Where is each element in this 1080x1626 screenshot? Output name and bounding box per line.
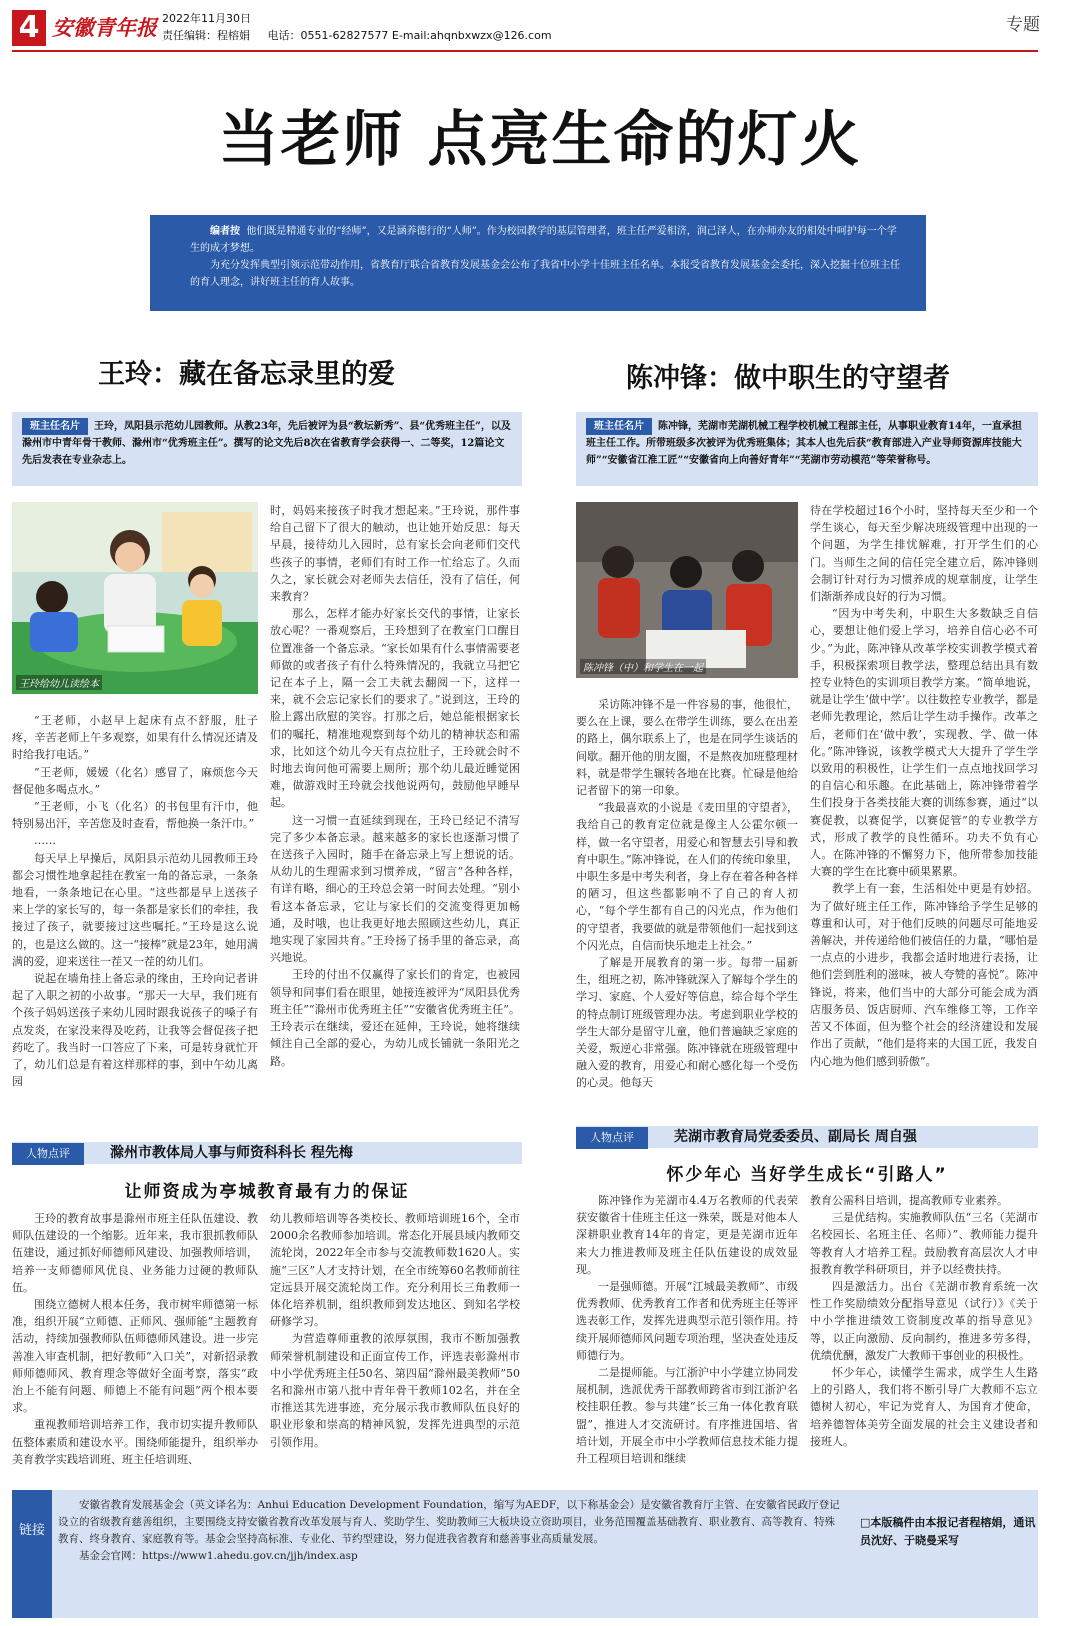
paragraph: 每天早上早操后，凤阳县示范幼儿园教师王玲都会习惯性地拿起挂在教室一角的备忘录，一条条地看，一条条地记在心里。“这些都是早上送孩子来上学的家长写的，每一条都是家长们的牵挂，我接过了孩子，就要接过这些嘱托。”王玲是这么说的，也是这么做的。这一“接棒”就是23年，她用满满的爱，迎来送往一茬又一茬的幼儿们。 — [12, 851, 258, 968]
byline-note: □本版稿件由本报记者程榕娟，通讯员沈好、于晓曼采写 — [860, 1516, 1036, 1547]
masthead-rule — [12, 50, 1038, 52]
paper-name-logo: 安徽青年报 — [52, 15, 157, 40]
left-bio-box — [12, 412, 522, 486]
paragraph: “我最喜欢的小说是《麦田里的守望者》，我给自己的教育定位就是像主人公霍尔顿一样，做一名守望者，用爱心和智慧去引导和教育中职生。”陈冲锋说，在人们的传统印象里，中职生多是中考失利者，身上存在着各种各样的陋习，但这些都影响不了自己的育人初心，“每个学生都有自己的闪光点，作为他们的守望者，我要做的就是带领他们一起找到这个闪光点，自信而快乐地走上社会。” — [576, 801, 798, 952]
paragraph: “王老师，小赵早上起床有点不舒服，肚子疼，辛苦老师上午多观察，如果有什么情况还请及时给我打电话。” — [12, 714, 258, 762]
link-text — [58, 1497, 840, 1565]
link-label: 链接 — [12, 1490, 52, 1618]
left-bio-text: 王玲，凤阳县示范幼儿园教师。从教23年，先后被评为县“教坛新秀”、县“优秀班主任”，以及滁州市中青年骨干教师、滁州市“优秀班主任”。撰写的论文先后8次在省教育学会获得一、二等奖，12篇论文先后发表在专业杂志上。 — [22, 421, 511, 466]
section-label: 专题 — [1006, 15, 1040, 35]
left-article-photo — [12, 502, 258, 694]
paragraph: 围绕立德树人根本任务，我市树牢师德第一标准，组织开展“立师德、正师风、强师能”主题教育活动，持续加强教师队伍师德师风建设。进一步完善准入审查机制，把好教师“入口关”，对新招录教师师德师风、教育理念等做好全面考察，落实“政治上不能有问题、师德上不能有问题”两个根本要求。 — [12, 1298, 258, 1415]
right-bio-box — [576, 412, 1038, 486]
left-photo-caption: 王玲给幼儿读绘本 — [16, 675, 102, 690]
paragraph: 二是提师能。与江浙沪中小学建立协同发展机制，选派优秀干部教师跨省市到江浙沪名校挂职任教。参与共建“长三角一体化教育联盟”，推进人才交流研讨。有序推进国培、省培计划，开展全市中小学教师信息技术能力提升工程项目培训和继续 — [576, 1366, 798, 1466]
left-article-col2 — [270, 502, 520, 1110]
paragraph: 那么，怎样才能办好家长交代的事情，让家长放心呢？一番观察后，王玲想到了在教室门口醒目位置准备一个备忘录。“家长如果有什么事情需要老师做的或者孩子有什么特殊情况的，我就立马把它记在本子上，隔一会工夫就去翻阅一下，这样一来，就不会忘记家长们的要求了。”说到这，王玲的脸上露出欣慰的笑容。打那之后，她总能根据家长们的嘱托，精准地观察到每个幼儿的精神状态和需求，比如这个幼儿今天有点拉肚子，王玲就会时不时地去询问他可需要上厕所；那个幼儿最近睡觉困难，做游戏时王玲就会找他说两句，鼓励他早睡早起。 — [270, 607, 520, 810]
paragraph: 时，妈妈来接孩子时我才想起来。”王玲说，那件事给自己留下了很大的触动，也让她开始反思：每天早晨，接待幼儿入园时，总有家长会向老师们交代些孩子的事情，老师们有时工作一忙给忘了。久而久之，家长就会对老师失去信任，没有了信任，何来教育？ — [270, 504, 520, 604]
paragraph: 教育公需科目培训，提高教师专业素养。 — [810, 1194, 1008, 1207]
paragraph: 王玲的付出不仅赢得了家长们的肯定，也被园领导和同事们看在眼里，她接连被评为“凤阳县优秀班主任”“滁州市优秀班主任”“安徽省优秀班主任”。王玲表示在继续，爱还在延伸，王玲说，她将继续倾注自己全部的爱心，为幼儿成长铺就一条阳光之路。 — [270, 968, 520, 1068]
page-number: 4 — [12, 10, 46, 46]
right-article-title: 陈冲锋：做中职生的守望者 — [626, 363, 950, 394]
teacher-students-illustration — [576, 502, 798, 678]
right-comment-title: 怀少年心 当好学生成长“引路人” — [666, 1165, 948, 1185]
right-bio-text: 陈冲锋，芜湖市芜湖机械工程学校机械工程部主任，从事职业教育14年，一直承担班主任工作。所带班级多次被评为优秀班集体；其本人也先后获“教育部进入产业导师资源库技能大师”“安徽省江淮工匠”“安徽省向上向善好青年”“芜湖市劳动模范”等荣誉称号。 — [586, 421, 1022, 466]
right-comment-col2 — [810, 1192, 1038, 1480]
paragraph: 怀少年心，读懂学生需求，成学生人生路上的引路人，我们将不断引导广大教师不忘立德树人初心，牢记为党育人、为国育才使命，培养德智体美劳全面发展的社会主义建设者和接班人。 — [810, 1366, 1038, 1448]
paragraph: 陈冲锋作为芜湖市4.4万名教师的代表荣获安徽省十佳班主任这一殊荣，既是对他本人深耕职业教育14年的肯定，更是芜湖市近年来大力推进教师及班主任队伍建设的成效显现。 — [576, 1194, 798, 1276]
right-photo-caption: 陈冲锋（中）和学生在一起 — [580, 659, 706, 674]
paragraph: 四是激活力。出台《芜湖市教育系统一次性工作奖励绩效分配指导意见（试行）》《关于中小学推进绩效工资制度改革的指导意见》等，以正向激励、反向制约，推进多劳多得，优绩优酬，激发广大教师干事创业的积极性。 — [810, 1280, 1038, 1362]
right-article-col2 — [810, 502, 1038, 1110]
foundation-description: 安徽省教育发展基金会（英文译名为：Anhui Education Development Foundation，缩写为AEDF，以下称基金会）是安徽省教育厅主管、在安徽省民政厅登记设立的省级教育慈善组织，主要围绕支持安徽省教育改革发展与育人、奖助学生、奖助教师三大板块设立资助项目，业务范围覆盖基础教育、职业教育、高等教育、特殊教育、终身教育、家庭教育等。基金会坚持高标准、专业化、节约型建设，努力促进我省教育和慈善事业高质量发展。 — [58, 1499, 840, 1545]
left-article-col1 — [12, 712, 258, 1110]
right-comment-bar — [576, 1126, 1038, 1148]
paragraph: 待在学校超过16个小时，坚持每天至少和一个学生谈心，每天至少解决班级管理中出现的一个问题，为学生排忧解难，打开学生们的心门。当师生之间的信任完全建立后，陈冲锋则会制订针对行为习惯养成的规章制度，让学生们渐渐养成良好的行为习惯。 — [810, 504, 1038, 604]
paragraph: 教学上有一套，生活相处中更是有妙招。为了做好班主任工作，陈冲锋给予学生足够的尊重和认可，对于他们反映的问题尽可能地妥善解决，并传递给他们被信任的力量，“哪怕是一点点的小进步，我都会适时地进行表扬，让他们尝到胜利的滋味，被人夸赞的喜悦”。陈冲锋说，将来，他们当中的大部分可能会成为酒店服务员、饭店厨师、汽车维修工等，工作辛苦又不体面，但为整个社会的经济建设和发展作出了贡献，“他们是将来的大国工匠，我发自内心地为他们感到骄傲”。 — [810, 882, 1038, 1068]
contact-info: 电话：0551-62827577 E-mail:ahqnbxwzx@126.com — [267, 29, 552, 42]
right-article-col1 — [576, 696, 798, 1110]
right-comment-col1 — [576, 1192, 798, 1480]
left-article-title: 王玲：藏在备忘录里的爱 — [98, 359, 395, 390]
paragraph: 采访陈冲锋不是一件容易的事，他很忙，要么在上课，要么在带学生训练，要么在出差的路上，偶尔联系上了，也是在同学生谈话的间歇。翻开他的朋友圈，不是熬夜加班整理材料，就是带学生辗转各地在比赛。忙碌是他给记者留下的第一印象。 — [576, 698, 798, 798]
paragraph: 一是强师德。开展“江城最美教师”、市级优秀教师、优秀教育工作者和优秀班主任等评选表彰工作，发挥先进典型示范引领作用。持续开展师德师风问题专项治理，坚决查处违反师德行为。 — [576, 1280, 798, 1362]
right-comment-author: 芜湖市教育局党委委员、副局长 周自强 — [674, 1129, 917, 1145]
left-comment-author: 滁州市教体局人事与师资科科长 程先梅 — [110, 1145, 353, 1161]
paragraph: 了解是开展教育的第一步。每带一届新生，组班之初，陈冲锋就深入了解每个学生的学习、家庭、个人爱好等信息，综合每个学生的特点制订班级管理办法。考虑到职业学校的学生大部分是留守儿童，他们普遍缺乏家庭的关爱，叛逆心非常强。陈冲锋就在班级管理中融入爱的教育，用爱心和耐心感化每一个受伤的心灵。他每天 — [576, 956, 798, 1090]
right-comment-label: 人物点评 — [576, 1127, 648, 1149]
masthead-info — [162, 27, 552, 43]
foundation-website: 基金会官网：https://www1.ahedu.gov.cn/jjh/index.asp — [79, 1550, 358, 1562]
paragraph: “王老师，小飞（化名）的书包里有汗巾，他特别易出汗，辛苦您及时查看，帮他换一条汗巾。” — [12, 800, 258, 831]
editor-credit: 责任编辑：程榕娟 — [162, 29, 250, 42]
editor-note-p1: 他们既是精通专业的“经师”，又是涵养德行的“人师”。作为校园教学的基层管理者，班主任严爱相济，润己泽人，在亦师亦友的相处中呵护每一个学生的成才梦想。 — [190, 226, 897, 254]
teacher-reading-illustration — [12, 502, 258, 694]
paragraph: “王老师，媛媛（化名）感冒了，麻烦您今天督促他多喝点水。” — [12, 765, 258, 796]
editor-note-label: 编者按 — [210, 226, 240, 237]
left-comment-col1 — [12, 1210, 258, 1480]
editor-note — [150, 215, 926, 311]
left-bio-tag: 班主任名片 — [22, 418, 88, 435]
left-comment-label: 人物点评 — [12, 1143, 84, 1165]
paragraph: 王玲的教育故事是滁州市班主任队伍建设、教师队伍建设的一个缩影。近年来，我市狠抓教师队伍建设，通过抓好师德师风建设、加强教师培训，培养一支师德师风优良、业务能力过硬的教师队伍。 — [12, 1212, 258, 1294]
paragraph: …… — [34, 834, 56, 848]
paragraph: 这一习惯一直延续到现在，王玲已经记不清写完了多少本备忘录。越来越多的家长也逐渐习惯了在送孩子入园时，随手在备忘录上写上想说的话。从幼儿的生理需求到习惯养成，“留言”各种各样，有详有略，细心的王玲总会第一时间去处理。“别小看这本备忘录，它让与家长们的交流变得更加畅通，及时哦，也让我更好地去照顾这些幼儿，真正地实现了家园共育。”王玲扬了扬手里的备忘录，高兴地说。 — [270, 813, 520, 965]
editor-note-p2: 为充分发挥典型引领示范带动作用，省教育厅联合省教育发展基金会公布了我省中小学十佳班主任名单。本报受省教育发展基金会委托，深入挖掘十位班主任的育人理念，讲好班主任的育人故事。 — [190, 260, 900, 288]
page-headline: 当老师 点亮生命的灯火 — [218, 105, 862, 175]
paragraph: 重视教师培训培养工作，我市切实提升教师队伍整体素质和建设水平。围绕师能提升，组织举办美育教学实践培训班、班主任培训班、 — [12, 1418, 258, 1466]
paragraph: “因为中考失利，中职生大多数缺乏自信心，要想让他们爱上学习，培养自信心必不可少。”为此，陈冲锋从改革学校实训教学模式着手，积极探索项目教学法，整理总结出具有数控专业特色的实训项目教学方案。“简单地说，就是让学生‘做中学’。以往数控专业教学，都是老师先教理论，然后让学生动手操作。改革之后，老师们在‘做中教’，实现教、学、做一体化。”陈冲锋说，该教学模式大大提升了学生学以致用的积极性，让学生们一点点地找回学习的自信心和乐趣。在此基础上，陈冲锋带着学生们投身于各类技能大赛的训练参赛，通过“以赛促教，以赛促学，以赛促管”的专业教学方式，形成了教学的良性循环。功夫不负有心人。在陈冲锋的不懈努力下，他所带参加技能大赛的学生在比赛中硕果累累。 — [810, 607, 1038, 879]
right-article-photo — [576, 502, 798, 678]
paragraph: 幼儿教师培训等各类校长、教师培训班16个，全市2000余名教师参加培训。常态化开展县域内教师交流轮岗，2022年全市参与交流教师数1620人。实施“三区”人才支持计划，在全市统筹60名教师前往定远县开展交流轮岗工作。充分利用长三角教师一体化培养机制，组织教师到发达地区、到知名学校研修学习。 — [270, 1212, 520, 1329]
paragraph: 为营造尊师重教的浓厚氛围，我市不断加强教师荣誉机制建设和正面宣传工作，评选表彰滁州市中小学优秀班主任50名、第四届“滁州最美教师”50名和滁州市第八批中青年骨干教师102名，并在全市推送其先进事迹，充分展示我市教师队伍良好的职业形象和崇高的精神风貌，发挥先进典型的示范引领作用。 — [270, 1332, 520, 1449]
left-comment-bar — [12, 1142, 522, 1164]
left-comment-title: 让师资成为亭城教育最有力的保证 — [124, 1182, 410, 1202]
paragraph: 三是优结构。实施教师队伍“三名（芜湖市名校园长、名班主任、名师）”、教师能力提升等教育人才培养工程。鼓励教育高层次人才申报教育教学科研项目，并予以经费扶持。 — [810, 1211, 1038, 1276]
right-bio-tag: 班主任名片 — [586, 418, 652, 435]
paragraph: 说起在墙角挂上备忘录的缘由，王玲向记者讲起了入职之初的小故事。“那天一大早，我们班有个孩子妈妈送孩子来幼儿园时跟我说孩子的嗓子有点发炎，在家没来得及吃药，让我等会督促孩子把药吃了。我当时一口答应了下来，可是转身就忙开了，幼儿们总是有着这样那样的事，到中午幼儿离园 — [12, 972, 258, 1089]
issue-date: 2022年11月30日 — [162, 12, 251, 25]
left-comment-col2 — [270, 1210, 520, 1480]
